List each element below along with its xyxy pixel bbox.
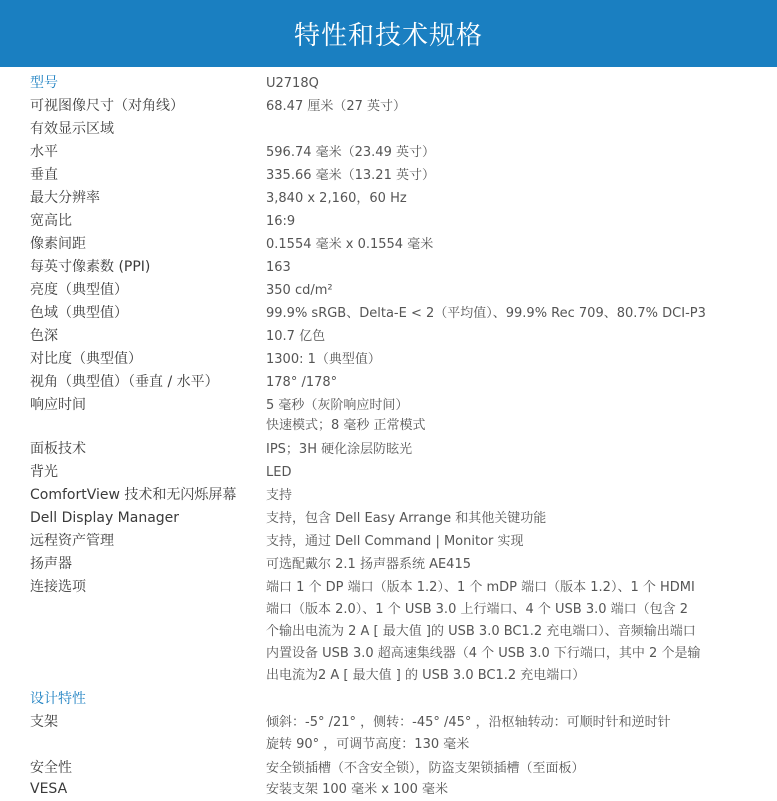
spec-value-connectivity-line: 个输出电流为 2 A [ 最大值 ]的 USB 3.0 BC1.2 充电端口）、音频输出端口	[266, 624, 696, 639]
spec-value-panel-tech: IPS；3H 硬化涂层防眩光	[266, 442, 413, 457]
spec-label-display-manager: Dell Display Manager	[30, 510, 180, 526]
spec-label-connectivity: 连接选项	[30, 579, 86, 595]
spec-label-brightness: 亮度（典型值）	[30, 282, 128, 298]
spec-label-backlight: 背光	[30, 464, 58, 480]
spec-value-color-gamut: 99.9% sRGB、Delta-E < 2（平均值）、99.9% Rec 709、80.7% DCI-P3	[266, 306, 706, 321]
spec-value-vertical: 335.66 毫米（13.21 英寸）	[266, 168, 435, 183]
spec-value-horizontal: 596.74 毫米（23.49 英寸）	[266, 145, 435, 160]
spec-value-connectivity-line: 端口 1 个 DP 端口（版本 1.2）、1 个 mDP 端口（版本 1.2）、1 个 HDMI	[266, 580, 695, 595]
spec-value-stand-line: 旋转 90° ，可调节高度：130 毫米	[266, 737, 470, 752]
spec-value-contrast: 1300: 1（典型值）	[266, 352, 381, 367]
spec-value-display-manager: 支持，包含 Dell Easy Arrange 和其他关键功能	[266, 511, 547, 526]
spec-label-contrast: 对比度（典型值）	[30, 351, 142, 367]
spec-value-connectivity-line: 出电流为2 A [ 最大值 ] 的 USB 3.0 BC1.2 充电端口）	[266, 668, 586, 683]
spec-value-connectivity-line: 内置设备 USB 3.0 超高速集线器（4 个 USB 3.0 下行端口，其中 2 个是输	[266, 646, 701, 661]
spec-label-comfortview: ComfortView 技术和无闪烁屏幕	[30, 487, 237, 503]
section-heading-design: 设计特性	[30, 691, 86, 707]
spec-value-color-depth: 10.7 亿色	[266, 329, 326, 344]
spec-label-model: 型号	[30, 75, 58, 91]
page-title: 特性和技术规格	[0, 0, 777, 67]
spec-value-connectivity-line: 端口（版本 2.0）、1 个 USB 3.0 上行端口、4 个 USB 3.0 端口（包含 2	[266, 602, 689, 617]
spec-label-horizontal: 水平	[30, 144, 58, 160]
spec-value-max-resolution: 3,840 x 2,160，60 Hz	[266, 191, 407, 206]
spec-value-brightness: 350 cd/m²	[266, 283, 333, 298]
spec-label-max-resolution: 最大分辨率	[30, 190, 100, 206]
spec-label-asset-management: 远程资产管理	[30, 533, 114, 549]
spec-value-ppi: 163	[266, 260, 291, 275]
spec-value-comfortview: 支持	[266, 488, 293, 503]
spec-value-response-time: 5 毫秒（灰阶响应时间）	[266, 398, 409, 413]
spec-label-vesa: VESA	[30, 781, 68, 797]
spec-value-model: U2718Q	[266, 76, 319, 91]
spec-label-response-time: 响应时间	[30, 397, 86, 413]
spec-value-backlight: LED	[266, 465, 292, 480]
spec-label-color-depth: 色深	[30, 328, 58, 344]
spec-label-panel-tech: 面板技术	[30, 441, 86, 457]
spec-value-pixel-pitch: 0.1554 毫米 x 0.1554 毫米	[266, 237, 434, 252]
spec-label-stand: 支架	[30, 714, 58, 730]
spec-label-vertical: 垂直	[30, 167, 58, 183]
spec-value-viewable-size: 68.47 厘米（27 英寸）	[266, 99, 407, 114]
spec-label-pixel-pitch: 像素间距	[30, 236, 86, 252]
spec-label-ppi: 每英寸像素数 (PPI)	[30, 259, 151, 275]
spec-value-speakers: 可选配戴尔 2.1 扬声器系统 AE415	[266, 557, 471, 572]
spec-label-active-area: 有效显示区域	[30, 121, 114, 137]
spec-label-security: 安全性	[30, 760, 72, 776]
spec-label-aspect-ratio: 宽高比	[30, 213, 72, 229]
spec-value-viewing-angle: 178° /178°	[266, 375, 338, 390]
spec-value-vesa: 安装支架 100 毫米 x 100 毫米	[266, 782, 448, 797]
spec-value-stand-line: 倾斜：-5° /21° ，侧转：-45° /45° ，沿枢轴转动：可顺时针和逆时针	[266, 715, 671, 730]
spec-value-security: 安全锁插槽（不含安全锁），防盗支架锁插槽（至面板）	[266, 761, 585, 776]
spec-label-speakers: 扬声器	[30, 556, 72, 572]
spec-label-color-gamut: 色域（典型值）	[30, 305, 128, 321]
spec-value-asset-management: 支持，通过 Dell Command | Monitor 实现	[266, 534, 524, 549]
spec-value-response-time-extra: 快速模式；8 毫秒 正常模式	[266, 418, 426, 433]
spec-label-viewable-size: 可视图像尺寸（对角线）	[30, 98, 184, 114]
spec-label-viewing-angle: 视角（典型值）（垂直 / 水平）	[30, 374, 219, 390]
spec-value-aspect-ratio: 16:9	[266, 214, 296, 229]
